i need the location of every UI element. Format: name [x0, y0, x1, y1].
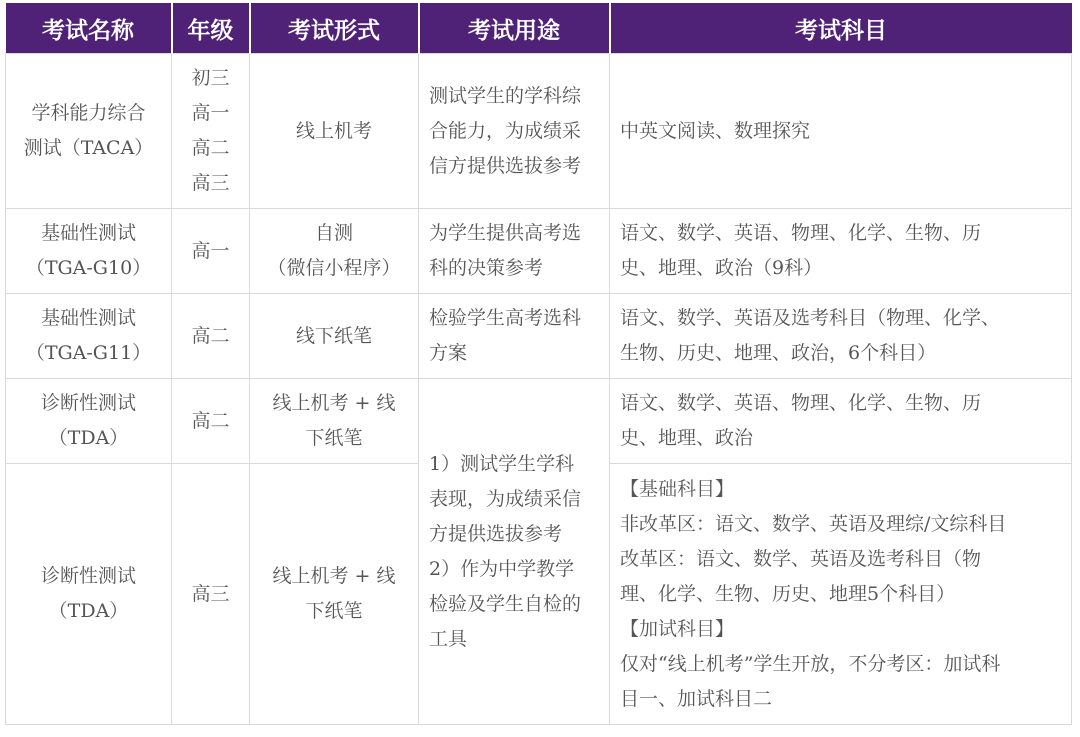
cell-line: 线上机考	[295, 119, 372, 142]
cell-line: 理、化学、生物、历史、地理5个科目）	[620, 582, 956, 605]
cell-line: 线上机考 + 线	[272, 565, 396, 587]
cell-line: 【加试科目】	[620, 617, 735, 640]
cell-line: 目一、加试科目二	[620, 687, 773, 710]
cell-line: 2）作为中学教学	[429, 557, 575, 580]
cell-line: （微信小程序）	[267, 257, 401, 279]
grade-cell	[172, 54, 250, 209]
exam-name-cell	[6, 209, 172, 294]
subjects-cell	[610, 379, 1072, 464]
grade-cell	[172, 209, 250, 294]
cell-line: 下纸笔	[305, 600, 363, 622]
header-purpose: 考试用途	[419, 3, 610, 54]
cell-line: 生物、历史、地理、政治，6个科目）	[620, 342, 937, 364]
cell-line: 为学生提供高考选	[429, 222, 582, 244]
cell-line: 基础性测试	[40, 222, 136, 244]
purpose-cell	[419, 209, 610, 294]
cell-line: 高一	[191, 239, 230, 262]
header-exam-name: 考试名称	[6, 3, 172, 54]
format-cell	[250, 294, 419, 379]
cell-line: 方案	[429, 342, 468, 364]
table-row	[6, 209, 1072, 294]
exam-table	[5, 3, 1072, 725]
table-row	[6, 379, 1072, 464]
grade-cell	[172, 464, 250, 725]
cell-line: 史、地理、政治（9科）	[620, 257, 823, 279]
cell-line: 表现，为成绩采信	[429, 487, 582, 510]
cell-line: 高一	[191, 102, 230, 124]
cell-line: 信方提供选拔参考	[429, 154, 582, 177]
cell-line: 史、地理、政治	[620, 427, 754, 449]
shared-purpose-cell	[419, 379, 610, 725]
cell-line: 中英文阅读、数理探究	[620, 119, 811, 142]
cell-line: 基础性测试	[40, 307, 136, 329]
table-row	[6, 54, 1072, 209]
cell-line: 语文、数学、英语、物理、化学、生物、历	[620, 392, 982, 414]
cell-line: 高二	[191, 324, 230, 347]
cell-line: 线下纸笔	[295, 324, 372, 347]
cell-line: 诊断性测试	[40, 565, 136, 587]
exam-name-cell	[6, 54, 172, 209]
cell-line: （TDA）	[48, 427, 129, 449]
cell-line: 测试（TACA）	[23, 137, 154, 159]
cell-line: 【基础科目】	[620, 477, 735, 500]
cell-line: 工具	[429, 627, 468, 650]
subjects-cell	[610, 464, 1072, 725]
cell-line: 测试学生的学科综	[429, 84, 582, 107]
subjects-cell	[610, 54, 1072, 209]
grade-cell	[172, 379, 250, 464]
cell-line: （TGA-G10）	[25, 257, 152, 279]
header-grade: 年级	[172, 3, 250, 54]
cell-line: （TDA）	[48, 600, 129, 622]
cell-line: 高二	[191, 137, 230, 159]
header-subjects: 考试科目	[610, 3, 1072, 54]
cell-line: （TGA-G11）	[25, 342, 152, 364]
format-cell	[250, 54, 419, 209]
cell-line: 高二	[191, 409, 230, 432]
cell-line: 合能力，为成绩采	[429, 119, 582, 142]
cell-line: 非改革区：语文、数学、英语及理综/文综科目	[620, 512, 1007, 535]
format-cell	[250, 464, 419, 725]
cell-line: 线上机考 + 线	[272, 392, 396, 414]
exam-name-cell	[6, 379, 172, 464]
cell-line: 高三	[191, 172, 230, 194]
cell-line: 诊断性测试	[40, 392, 136, 414]
cell-line: 科的决策参考	[429, 257, 544, 279]
table-row	[6, 294, 1072, 379]
header-format: 考试形式	[250, 3, 419, 54]
cell-line: 检验学生高考选科	[429, 307, 582, 329]
purpose-cell	[419, 294, 610, 379]
cell-line: 方提供选拔参考	[429, 522, 563, 545]
cell-line: 语文、数学、英语及选考科目（物理、化学、	[620, 307, 1001, 329]
cell-line: 初三	[191, 67, 230, 89]
cell-line: 语文、数学、英语、物理、化学、生物、历	[620, 222, 982, 244]
exam-name-cell	[6, 294, 172, 379]
header-row	[6, 3, 1072, 54]
cell-line: 学科能力综合	[31, 102, 146, 124]
format-cell	[250, 379, 419, 464]
grade-cell	[172, 294, 250, 379]
exam-name-cell	[6, 464, 172, 725]
purpose-cell	[419, 54, 610, 209]
subjects-cell	[610, 294, 1072, 379]
cell-line: 1）测试学生学科	[429, 452, 575, 475]
format-cell	[250, 209, 419, 294]
cell-line: 下纸笔	[305, 427, 363, 449]
cell-line: 仅对“线上机考”学生开放，不分考区：加试科	[620, 652, 1001, 675]
cell-line: 高三	[191, 582, 230, 605]
cell-line: 自测	[314, 222, 353, 244]
subjects-cell	[610, 209, 1072, 294]
cell-line: 改革区：语文、数学、英语及选考科目（物	[620, 547, 982, 570]
cell-line: 检验及学生自检的	[429, 592, 582, 615]
